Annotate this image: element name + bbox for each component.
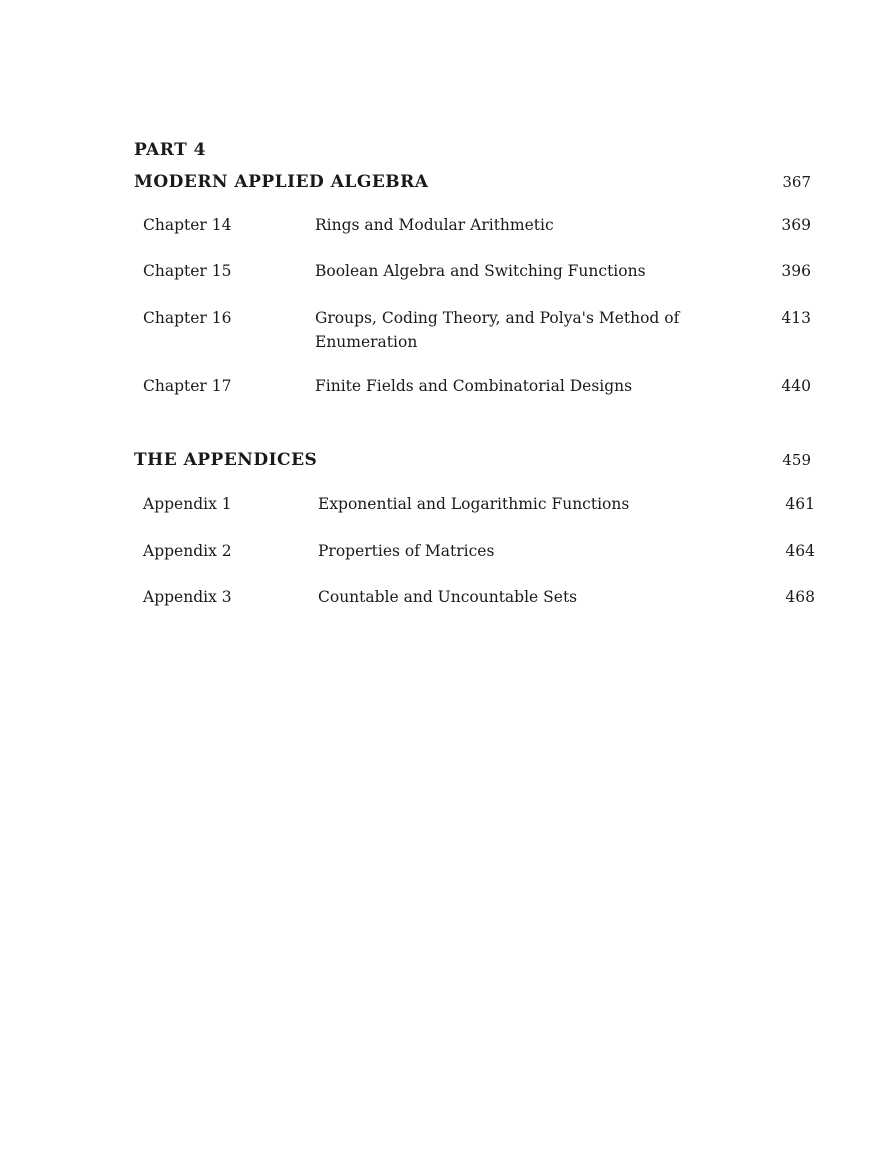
toc-entry-chapter-14[interactable]	[143, 213, 811, 237]
section-page-number: 459	[782, 451, 811, 469]
entry-page-number: 440	[781, 377, 811, 395]
toc-entry-chapter-15[interactable]	[143, 259, 811, 283]
entry-page-number: 461	[785, 495, 815, 513]
entry-label: Appendix 2	[143, 542, 232, 560]
entry-page-number: 468	[785, 588, 815, 606]
entry-page-number: 396	[781, 262, 811, 280]
entry-page-number: 369	[781, 216, 811, 234]
entry-label: Chapter 14	[143, 216, 232, 234]
toc-entry-chapter-16[interactable]	[143, 306, 811, 354]
section-title: THE APPENDICES	[134, 450, 318, 470]
entry-title: Groups, Coding Theory, and Polya's Method of Enumeration	[315, 309, 680, 351]
entry-title: Rings and Modular Arithmetic	[315, 216, 554, 234]
entry-title: Properties of Matrices	[318, 542, 495, 560]
entry-label: Chapter 15	[143, 262, 232, 280]
entry-label: Appendix 3	[143, 588, 232, 606]
section-heading-modern-applied-algebra	[134, 172, 811, 192]
entry-label: Chapter 17	[143, 377, 232, 395]
entry-page-number: 464	[785, 542, 815, 560]
section-page-number: 367	[782, 173, 811, 191]
entry-title: Finite Fields and Combinatorial Designs	[315, 377, 633, 395]
toc-entry-appendix-2[interactable]	[143, 539, 815, 563]
entry-title: Boolean Algebra and Switching Functions	[315, 262, 646, 280]
entry-title: Countable and Uncountable Sets	[318, 588, 578, 606]
entry-title: Exponential and Logarithmic Functions	[318, 495, 630, 513]
toc-entry-appendix-1[interactable]	[143, 492, 815, 516]
part-label: PART 4	[134, 140, 206, 160]
toc-entry-appendix-3[interactable]	[143, 585, 815, 609]
section-title: MODERN APPLIED ALGEBRA	[134, 172, 429, 192]
entry-label: Chapter 16	[143, 309, 232, 327]
entry-label: Appendix 1	[143, 495, 232, 513]
section-heading-appendices	[134, 450, 811, 470]
toc-entry-chapter-17[interactable]	[143, 374, 811, 398]
entry-page-number: 413	[781, 309, 811, 327]
